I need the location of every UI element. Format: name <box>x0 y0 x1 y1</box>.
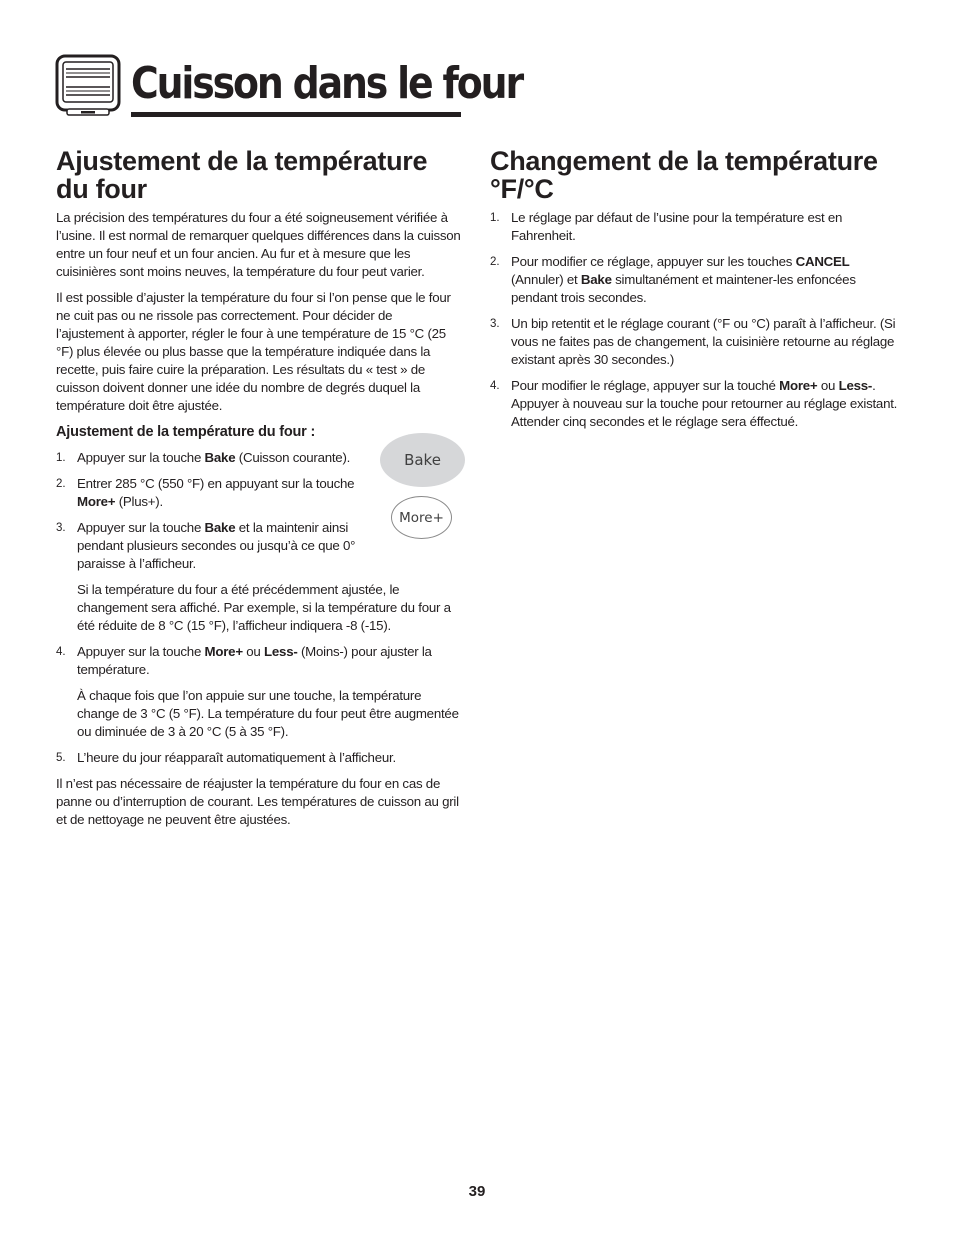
step-text <box>77 643 462 679</box>
step-text <box>77 449 367 467</box>
step-text-part: Appuyer sur la touche <box>77 644 205 659</box>
intro-paragraph: Il est possible d’ajuster la température du four si l’on pense que le four ne cuit pas ou ne rissole pas correctement. Pour décider de l’ajustement à apporter, régler le four à une température de 15 °C (25 °F) plus élevée ou plus basse que la température indiquée dans la recette, puis faire cuire la préparation. Les résultats du « test » de cuisson doivent donner une idée du nombre de degrés duquel la température doit être ajustée. <box>56 290 451 413</box>
left-column <box>56 147 462 837</box>
adjust-steps-list <box>56 449 462 767</box>
step-text-part: (Annuler) et <box>511 272 581 287</box>
page-title: Cuisson dans le four <box>131 58 522 109</box>
closing-paragraph: Il n’est pas nécessaire de réajuster la température du four en cas de panne ou d’interruption de courant. Les températures de cuisson au gril et de nettoyage ne peuvent être ajustées. <box>56 776 459 827</box>
step-note: Si la température du four a été précédemment ajustée, le changement sera affiché. Par exemple, si la température du four a été réduite de 8 °C (15 °F), l’afficheur indiquera -8 (-15). <box>77 582 451 633</box>
list-item <box>56 643 462 741</box>
key-name: CANCEL <box>795 254 850 269</box>
bake-button[interactable]: Bake <box>380 433 465 487</box>
key-name: Bake <box>580 272 612 287</box>
right-column <box>490 147 900 439</box>
section-heading-unit-change: Changement de la température °F/°C <box>490 146 878 204</box>
step-note: À chaque fois que l’on appuie sur une touche, la température change de 3 °C (5 °F). La température du four peut être augmentée ou diminuée de 3 à 20 °C (5 à 35 °F). <box>77 688 459 739</box>
step-text <box>77 519 367 573</box>
oven-icon <box>55 54 123 118</box>
list-item <box>56 749 462 767</box>
step-text-part: ou <box>242 644 265 659</box>
key-name: Less- <box>264 644 298 659</box>
step-text-part: (Moins-) pour ajuster la température. <box>77 644 432 677</box>
key-name: More+ <box>77 494 116 509</box>
step-number: 5. <box>56 752 66 764</box>
key-name: Bake <box>204 450 236 465</box>
step-text-part: et la maintenir ainsi pendant plusieurs secondes ou jusqu’à ce que 0° paraisse à l’afficheur. <box>77 520 356 571</box>
step-number: 3. <box>56 522 66 534</box>
title-underline <box>131 112 461 117</box>
step-number: 4. <box>56 646 66 658</box>
step-text-part: simultanément et maintener-les enfoncées pendant trois secondes. <box>511 272 856 305</box>
step-text-part: . Appuyer à nouveau sur la touche pour retourner au réglage existant. Attender cinq secondes et le réglage sera éffectué. <box>511 378 898 429</box>
step-text-part: Entrer 285 °C (550 °F) en appuyant sur la touche <box>77 476 355 491</box>
more-plus-button[interactable]: More+ <box>391 496 452 539</box>
list-item <box>490 315 900 369</box>
step-text-part: Pour modifier ce réglage, appuyer sur les touches <box>511 254 796 269</box>
step-text-part: (Plus+). <box>115 494 163 509</box>
list-item <box>490 377 900 431</box>
step-text-part: (Cuisson courante). <box>235 450 351 465</box>
step-text <box>77 475 367 511</box>
step-number: 1. <box>490 212 500 224</box>
list-item <box>490 253 900 307</box>
key-name: Less- <box>838 378 873 393</box>
list-item <box>56 519 462 635</box>
step-text <box>511 377 900 431</box>
step-text <box>511 253 900 307</box>
unit-steps-list <box>490 209 900 431</box>
key-name: More+ <box>779 378 818 393</box>
key-name: Bake <box>204 520 236 535</box>
step-text: Un bip retentit et le réglage courant (°F ou °C) paraît à l’afficheur. (Si vous ne faites pas de changement, la cuisinière retourne au réglage existant après 30 secondes.) <box>511 316 896 367</box>
step-text-part: Pour modifier le réglage, appuyer sur la touché <box>511 378 780 393</box>
step-text-part: Appuyer sur la touche <box>77 520 205 535</box>
list-item <box>490 209 900 245</box>
page-header <box>55 52 522 118</box>
step-number: 2. <box>490 256 500 268</box>
procedure-subheading: Ajustement de la température du four : <box>56 424 316 440</box>
step-text: Le réglage par défaut de l’usine pour la température est en Fahrenheit. <box>511 210 843 243</box>
step-number: 1. <box>56 452 66 464</box>
step-number: 2. <box>56 478 66 490</box>
step-text-part: Appuyer sur la touche <box>77 450 205 465</box>
page-number: 39 <box>468 1183 486 1200</box>
intro-paragraph: La précision des températures du four a été soigneusement vérifiée à l’usine. Il est normal de remarquer quelques différences dans la cuisson entre un four neuf et un four ancien. Au fur et à mesure que les cuisinières sont moins neuves, la température du four peut varier. <box>56 210 461 279</box>
step-number: 4. <box>490 380 500 392</box>
section-heading-temp-adjust: Ajustement de la température du four <box>56 146 428 204</box>
step-text-part: ou <box>817 378 839 393</box>
step-text: L’heure du jour réapparaît automatiquement à l’afficheur. <box>77 750 396 765</box>
step-number: 3. <box>490 318 500 330</box>
key-name: More+ <box>204 644 243 659</box>
